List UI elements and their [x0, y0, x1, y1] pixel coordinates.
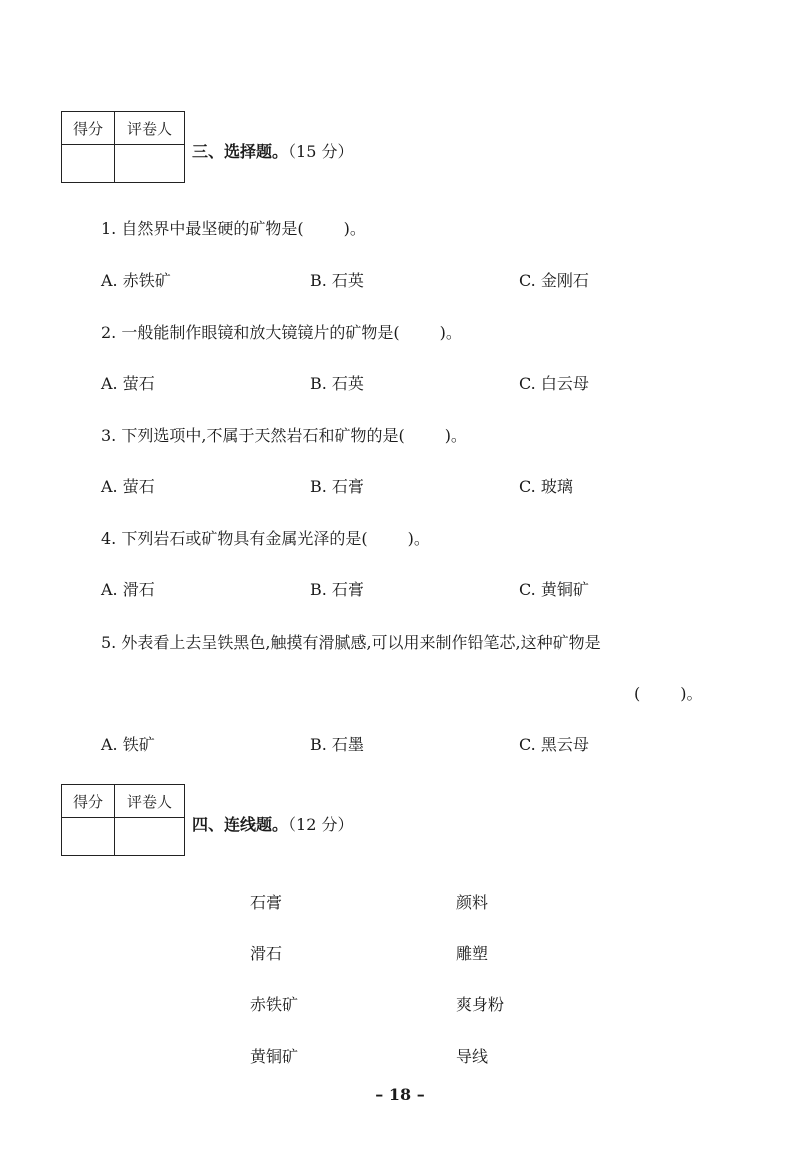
score-cell[interactable] [62, 145, 115, 182]
score-header: 得分 [62, 112, 115, 145]
question-5-answer-line [634, 681, 703, 704]
section4-points: （12 分） [288, 815, 354, 834]
reviewer-header: 评卷人 [115, 112, 184, 145]
q2-option-b: B. 石英 [310, 374, 364, 393]
score-header: 得分 [62, 785, 115, 818]
match-right-1[interactable]: 颜料 [456, 893, 489, 912]
q3-option-c: C. 玻璃 [519, 477, 573, 496]
question-2-close: )。 [439, 323, 462, 342]
question-5-text: 5. 外表看上去呈铁黑色,触摸有滑腻感,可以用来制作铅笔芯,这种矿物是 [101, 633, 601, 652]
page-number: – 18 – [375, 1085, 425, 1104]
section3-points: （15 分） [288, 142, 354, 161]
q1-option-a: A. 赤铁矿 [101, 271, 171, 290]
question-3-close: )。 [444, 426, 467, 445]
match-right-3[interactable]: 爽身粉 [456, 995, 505, 1014]
q3-option-a: A. 萤石 [101, 477, 155, 496]
q2-option-c: C. 白云母 [519, 374, 589, 393]
match-right-2[interactable]: 雕塑 [456, 944, 489, 963]
score-box-section4 [61, 784, 185, 856]
question-2 [101, 320, 462, 343]
match-left-3[interactable]: 赤铁矿 [250, 995, 299, 1014]
q4-option-c: C. 黄铜矿 [519, 580, 589, 599]
question-4-close: )。 [407, 529, 430, 548]
q5-option-a: A. 铁矿 [101, 735, 155, 754]
q1-option-b: B. 石英 [310, 271, 364, 290]
section4-title-text: 四、连线题。 [192, 815, 289, 834]
score-cell[interactable] [62, 818, 115, 855]
section4-title [192, 812, 353, 835]
question-5-close: )。 [680, 684, 703, 703]
score-box-section3 [61, 111, 185, 183]
question-4 [101, 526, 430, 549]
match-left-2[interactable]: 滑石 [250, 944, 283, 963]
q1-option-c: C. 金刚石 [519, 271, 589, 290]
section3-title-text: 三、选择题。 [192, 142, 289, 161]
question-5-open: ( [634, 684, 641, 703]
question-1-text: 1. 自然界中最坚硬的矿物是( [101, 219, 304, 238]
reviewer-cell[interactable] [115, 818, 184, 855]
q4-option-a: A. 滑石 [101, 580, 155, 599]
question-2-text: 2. 一般能制作眼镜和放大镜镜片的矿物是( [101, 323, 400, 342]
question-5 [101, 630, 601, 653]
q2-option-a: A. 萤石 [101, 374, 155, 393]
q5-option-c: C. 黑云母 [519, 735, 589, 754]
question-1 [101, 216, 366, 239]
question-3 [101, 423, 467, 446]
match-right-4[interactable]: 导线 [456, 1047, 489, 1066]
question-3-text: 3. 下列选项中,不属于天然岩石和矿物的是( [101, 426, 405, 445]
reviewer-cell[interactable] [115, 145, 184, 182]
match-left-1[interactable]: 石膏 [250, 893, 283, 912]
question-4-text: 4. 下列岩石或矿物具有金属光泽的是( [101, 529, 368, 548]
match-left-4[interactable]: 黄铜矿 [250, 1047, 299, 1066]
reviewer-header: 评卷人 [115, 785, 184, 818]
q3-option-b: B. 石膏 [310, 477, 364, 496]
section3-title [192, 139, 353, 162]
question-1-close: )。 [343, 219, 366, 238]
q4-option-b: B. 石膏 [310, 580, 364, 599]
q5-option-b: B. 石墨 [310, 735, 364, 754]
